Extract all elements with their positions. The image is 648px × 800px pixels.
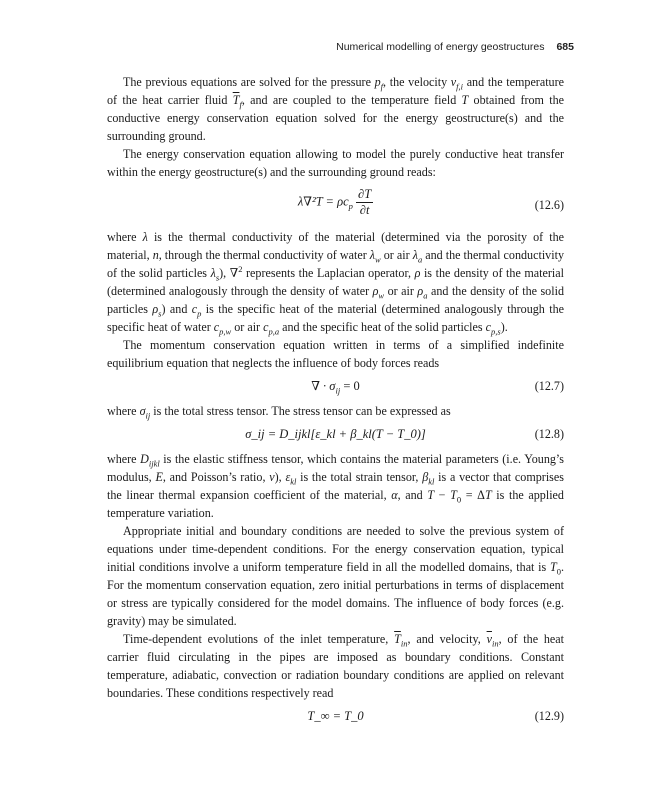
paragraph-3: where λ is the thermal conductivity of the material (determined via the porosity of the material, n, through the thermal conductivity of water $\lambda_w$ or air $\lambda_a$ and the thermal conductivity of the solid particles $\lambda_s$), ∇$^2$ represents the Laplacian operator, ρ is the density of the material (determined analogously through the density of water $\rho_w$ or air $\rho_a$ and the density of the solid particles $\rho_s$) and $c_p$ is the specific heat of the material (determined analogously through the specific heat of water $c_{p,w}$ or air $c_{p,a}$ and the specific heat of the solid particles $c_{p,s}$). bbox=[107, 230, 565, 337]
paragraph-1: The previous equations are solved for the pressure $p_f$, the velocity $v_{f,i}$ and the temperature of the heat carrier fluid $\overline{T}_f$, and are coupled to the temperature field T obtained from the conductive energy conservation equation solved for the energy geostructure(s) and the surrounding ground. bbox=[107, 75, 565, 143]
page-number: 685 bbox=[556, 41, 574, 53]
running-header bbox=[336, 41, 574, 53]
equation-12-8 bbox=[107, 424, 564, 444]
equation-label: (12.6) bbox=[534, 198, 564, 212]
body-text bbox=[107, 73, 564, 732]
equation-12-8-expr: σ_ij = D_ijkl[ε_kl + β_kl(T − T_0)] bbox=[245, 427, 426, 441]
paragraph-6: where $D_{ijkl}$ is the elastic stiffness tensor, which contains the material parameters (i.e. Young’s modulus, E, and Poisson’s ratio, ν), $\varepsilon_{kl}$ is the total strain tensor, $\beta_{kl}$ is a vector that comprises the linear thermal expansion coefficient of the material, α, and $T - T_0 = \Delta T$ is the applied temperature variation. bbox=[107, 452, 564, 520]
paragraph-5: where $\sigma_{ij}$ is the total stress tensor. The stress tensor can be expressed as bbox=[107, 404, 451, 421]
paragraph-7: Appropriate initial and boundary conditions are needed to solve the previous system of equations under time-dependent conditions. For the energy conservation equation, typical initial conditions involve a uniform temperature field in all the modelled domains, that is $T_0$. For the momentum conservation equation, zero initial perturbations in terms of displacement or stress are typically considered for the model domains. The influence of body forces (e.g. gravity) may be simulated. bbox=[107, 524, 564, 628]
equation-label: (12.9) bbox=[534, 709, 564, 723]
paragraph-8: Time-dependent evolutions of the inlet temperature, $\overline{T}_{in}$, and velocity, $\overline{v}_{in}$, of the heat carrier fluid circulating in the pipes are imposed as boundary conditions. Constant temperature, adiabatic, convection or radiation boundary conditions are applied on relevant boundaries. These conditions respectively read bbox=[107, 632, 565, 700]
equation-12-7: ∇ · $\sigma_{ij} = 0$ (12.7) bbox=[311, 379, 564, 396]
equation-label: (12.7) bbox=[534, 379, 564, 393]
equation-label: (12.8) bbox=[534, 427, 564, 441]
paragraph-4: The momentum conservation equation written in terms of a simplified indefinite equilibrium equation that neglects the influence of body forces reads bbox=[107, 338, 564, 370]
equation-12-9 bbox=[107, 706, 564, 726]
equation-12-9-expr: T_∞ = T_0 bbox=[307, 709, 364, 723]
equation-12-6: $\lambda\nabla^2T = \rho c_p$ $\frac{\partial T}{\partial t}$ (12.6) bbox=[297, 187, 564, 217]
running-title: Numerical modelling of energy geostructures bbox=[336, 41, 545, 53]
paragraph-2: The energy conservation equation allowing to model the purely conductive heat transfer within the energy geostructure(s) and the surrounding ground reads: bbox=[107, 147, 564, 179]
